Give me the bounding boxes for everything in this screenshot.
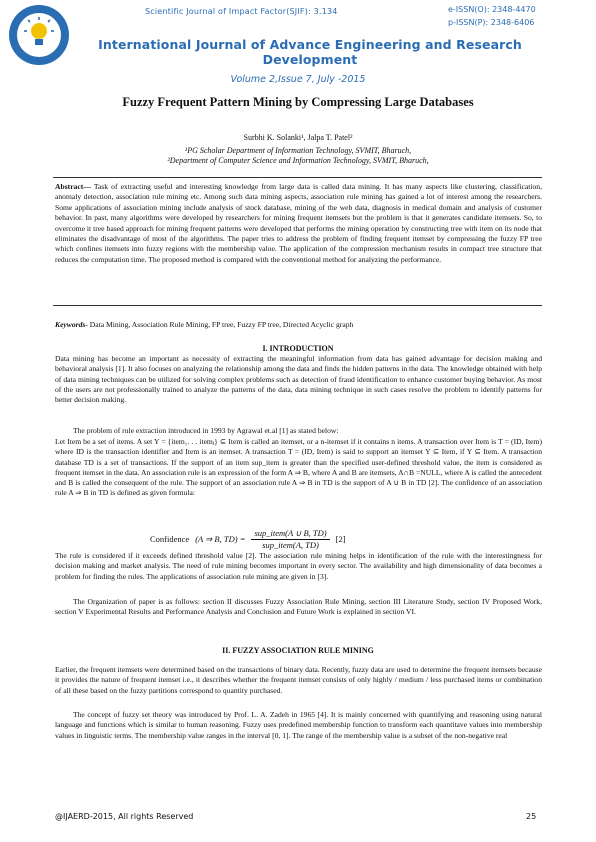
- keywords: [55, 320, 542, 329]
- paper-title: Fuzzy Frequent Pattern Mining by Compressing Large Databases: [122, 95, 474, 109]
- formula-denominator: sup_item(A, TD): [262, 540, 319, 550]
- sec1-paragraph-3: Let Item be a set of items. A set Y = {item₁. . . itemⱼ} ⊆ Item is called an itemset, or a n-itemset if it contains n items. A transaction over Item is T = (ID, Item) where ID is the transaction identifier and Item is an itemset. A transaction T = (ID, Item) is said to support an itemset Y ⊆ Item, if Y ⊆ Item. A transaction database TD is a set of transactions. If the support of an item sup_item is greater than the specified user-defined threshold value, the item is considered as frequent itemset in the data. An association rule is an expression of the form A ⇒ B, where A and B are itemsets, A∩B =NULL, where A is called the antecedent and B is called the consequent of the rule. The support of an association rule A ⇒ B in TD is the support of A ∪ B in TD [2]. The confidence of an association rule A ⇒ B in TD is defined as given formula:: [55, 437, 542, 498]
- affiliation-2: ²Department of Computer Science and Information Technology, SVMIT, Bharuch,: [167, 156, 429, 165]
- journal-title: International Journal of Advance Engineering and Research Development: [98, 37, 522, 67]
- volume-issue: Volume 2,Issue 7, July -2015: [230, 74, 366, 85]
- abstract: [55, 182, 542, 265]
- sec2-paragraph-1: Earlier, the frequent itemsets were determined based on the transactions of binary data. Recently, fuzzy data are used to determine the frequent itemsets because it provides the nature of frequent itemset i.e., it describes whether the frequent itemset consists of only highly / medium / less purchased items or combination of all these based on the fuzzy partitions correspond to quantity purchased.: [55, 665, 542, 695]
- confidence-formula: [150, 528, 346, 550]
- e-issn: e-ISSN(O): 2348-4470: [448, 5, 536, 14]
- abstract-label: Abstract—: [55, 182, 91, 191]
- formula-numerator: sup_item(A ∪ B, TD): [251, 528, 329, 540]
- sec1-paragraph-5: The Organization of paper is as follows: section II discusses Fuzzy Association Rule Mining, section III Literature Study, section IV Proposed Work, section V Experimental Results and Performance Analysis and Conclusion and Future Work is explained in section VI.: [55, 597, 542, 617]
- sec1-paragraph-4: The rule is considered if it exceeds defined threshold value [2]. The association rule mining helps in identification of the rule with the interestingness for decision making and market analysis. The need of rule mining becomes important in every sector. The availability and high dimensionality of data becomes a problem for finding the rules. The applications of association rule mining are given in [3].: [55, 551, 542, 581]
- formula-label: Confidence: [150, 534, 190, 544]
- section-2-heading: II. FUZZY ASSOCIATION RULE MINING: [222, 646, 374, 655]
- sec1-paragraph-2: The problem of rule extraction introduced in 1993 by Agrawal et.al [1] as stated below:: [73, 426, 339, 435]
- impact-factor: Scientific Journal of Impact Factor(SJIF): 3.134: [145, 7, 338, 16]
- section-1-heading: I. INTRODUCTION: [262, 344, 334, 353]
- formula-lhs: (A ⇒ B, TD) =: [195, 533, 246, 544]
- formula-ref: [2]: [335, 534, 346, 544]
- footer-copyright: @IJAERD-2015, All rights Reserved: [55, 812, 194, 821]
- abstract-text: Task of extracting useful and interesting knowledge from large data is called data mining. It has many aspects like clustering, classification, anomaly detection, association rule mining etc. Among such data mining aspects, association rule mining has gained a lot of interest among the researchers. Some applications of association mining include analysis of stock database, mining of the web data, diagnosis in medical domain and analysis of customer behavior. In past, many algorithms were developed by researchers for mining frequent itemsets but the problem is that it generates candidate itemsets. So, to overcome it tree based approach for mining frequent patterns were developed that performs the mining operation by constructing tree with item on its node that eliminates the disadvantage of most of the algorithms. The paper tries to address the problem of finding frequent itemset by compressing the fuzzy FP tree which confines itemsets into fuzzy regions with the membership value. The application of the compression mechanism results in compact tree structure that reduces the computation time. The proposed method is compared with the conventional method for analyzing the performance.: [55, 182, 542, 264]
- page-number: 25: [526, 812, 537, 821]
- authors: Surbhi K. Solanki¹, Jalpa T. Patel²: [243, 133, 353, 142]
- issn-block: [448, 3, 536, 29]
- journal-logo: [8, 4, 70, 66]
- sec1-paragraph-1: Data mining has become an important as necessity of extracting the meaningful information from data has gained advantage for decision making and behavioral analysis [1]. It also focuses on analyzing the relationship among the data and finds the hidden patterns in the data. The knowledge obtained with help of data mining techniques can be utilized for solving complex problems such as detection of fraud identification to enhance customer buying behavior. As most of the users are not professionally trained to analyze the patterns of the data, data mining technique in such cases resolve the problem to identify patterns for better decision making.: [55, 354, 542, 405]
- p-issn: p-ISSN(P): 2348-6406: [448, 18, 535, 27]
- keywords-text: Data Mining, Association Rule Mining, FP tree, Fuzzy FP tree, Directed Acyclic graph: [87, 320, 354, 329]
- sec2-paragraph-2: The concept of fuzzy set theory was introduced by Prof. L. A. Zadeh in 1965 [4]. It is mainly concerned with quantifying and reasoning using natural language and functions which is similar to human reasoning. Fuzzy uses predefined membership function to transform each quantitave values into membership values in linguistic terms. The membership value ranges in the interval [0, 1]. The range of the membership value is a subset of the non-negative real: [55, 710, 542, 740]
- formula-fraction: [251, 528, 329, 550]
- keywords-label: Keywords-: [55, 320, 88, 329]
- affiliation-1: ¹PG Scholar Department of Information Technology, SVMIT, Bharuch,: [184, 146, 412, 155]
